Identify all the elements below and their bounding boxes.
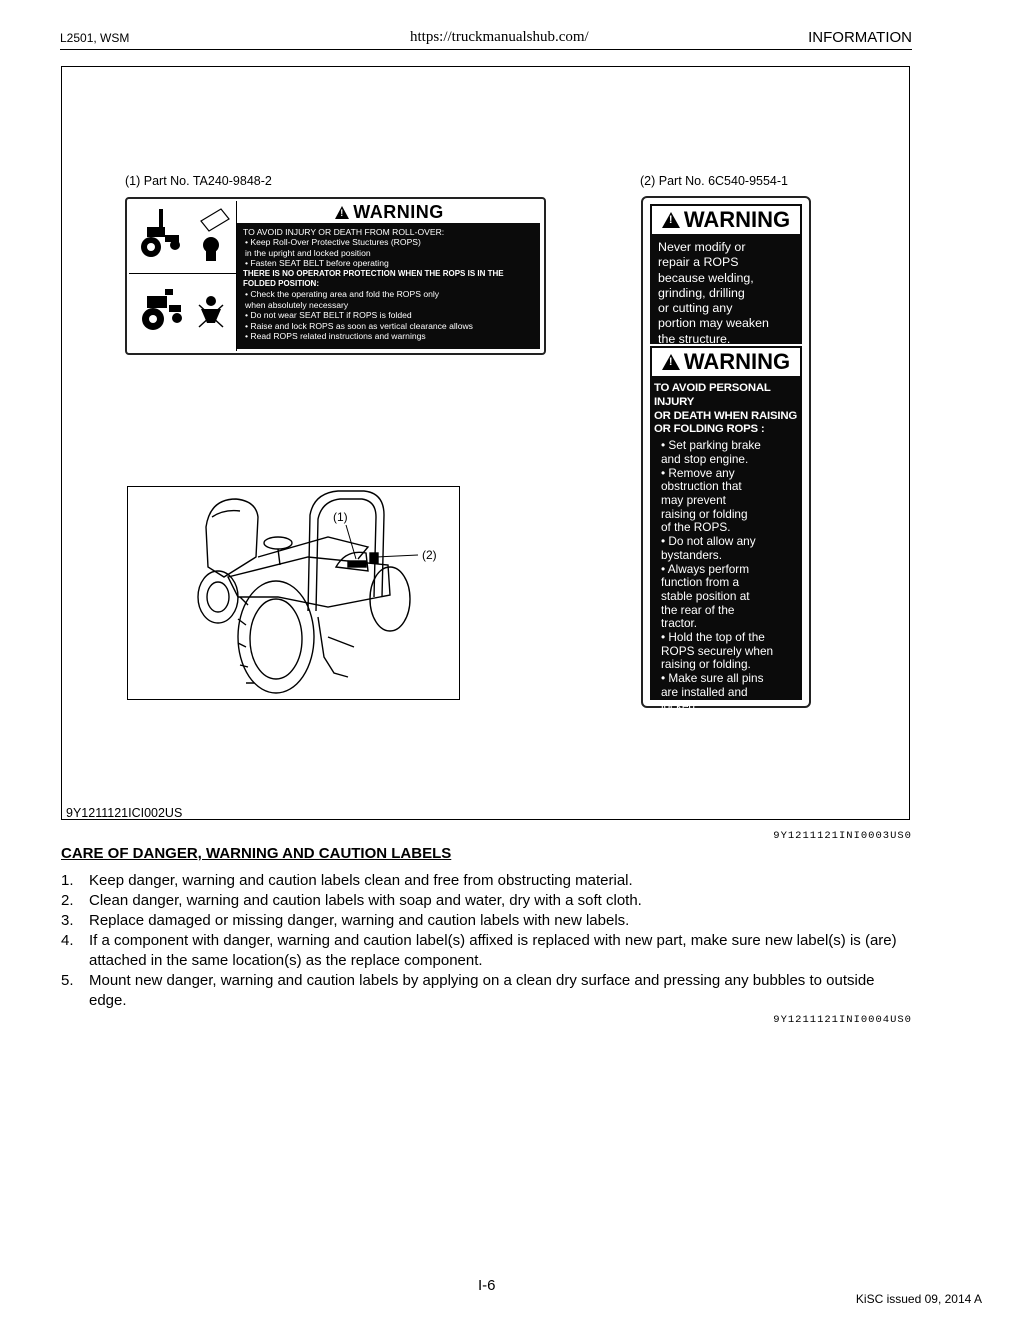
- label2-item: • Remove any: [661, 465, 735, 480]
- label1-warning-body: [237, 223, 540, 349]
- label2-item: are installed and: [661, 684, 748, 699]
- warning-triangle-icon: [662, 212, 680, 228]
- header-section: INFORMATION: [808, 29, 912, 46]
- label1-pictograms: [129, 201, 237, 351]
- label1-item: • Do not wear SEAT BELT if ROPS is folded: [245, 310, 412, 321]
- label1-item: • Check the operating area and fold the ROPS only: [245, 289, 440, 300]
- label2-item: • Hold the top of the: [661, 630, 765, 645]
- label2-panel1-line: because welding,: [658, 270, 754, 285]
- label1-subheading: THERE IS NO OPERATOR PROTECTION WHEN THE ROPS IS IN THE FOLDED POSITION:: [243, 268, 504, 289]
- label2-item: of the ROPS.: [661, 520, 731, 535]
- label2-panel-raising: [650, 346, 802, 713]
- issued-date: KiSC issued 09, 2014 A: [855, 1292, 982, 1306]
- page-number: I-6: [478, 1277, 496, 1294]
- list-item: [61, 871, 913, 891]
- label2-item: raising or folding: [661, 506, 748, 521]
- rollover-pictogram-icon: [129, 201, 236, 351]
- label2-item: • Always perform: [661, 561, 750, 576]
- label2-warning-header-1: [650, 204, 802, 236]
- label2-heading-line: TO AVOID PERSONAL INJURY: [654, 382, 771, 408]
- list-item: [61, 911, 913, 931]
- warning-label-1: [125, 197, 546, 355]
- step-text: Replace damaged or missing danger, warning and caution labels with new labels.: [89, 912, 630, 929]
- list-item: [61, 931, 913, 971]
- pictogram-divider: [129, 273, 236, 274]
- label2-item: and stop engine.: [661, 451, 749, 466]
- label2-panel2-heading: [650, 378, 802, 437]
- label2-item: raising or folding.: [661, 657, 751, 672]
- label2-item: the rear of the: [661, 602, 735, 617]
- header-url[interactable]: https://truckmanualshub.com/: [410, 29, 589, 45]
- label2-panel1-line: grinding, drilling: [658, 285, 745, 300]
- label2-panel2-list: [650, 437, 802, 713]
- label2-item: stable position at: [661, 588, 750, 603]
- step-number: 2.: [61, 892, 74, 909]
- warning-label-2: [641, 196, 811, 713]
- step-text: Clean danger, warning and caution labels with soap and water, dry with a soft cloth.: [89, 892, 642, 909]
- label2-panel1-line: the structure.: [658, 331, 731, 346]
- label2-caption: (2) Part No. 6C540-9554-1: [640, 174, 788, 188]
- label2-heading-line: OR DEATH WHEN RAISING: [654, 409, 798, 422]
- label2-item: • Set parking brake: [661, 438, 761, 453]
- callout-2: (2): [422, 548, 437, 562]
- label2-item: obstruction that: [661, 479, 742, 494]
- label1-item: when absolutely necessary: [245, 299, 349, 310]
- label1-caption: (1) Part No. TA240-9848-2: [125, 174, 272, 188]
- label1-warning-header: [237, 201, 542, 223]
- label2-panel-modify: [650, 204, 802, 344]
- label2-item: bystanders.: [661, 547, 722, 562]
- label2-item: locked.: [661, 698, 699, 713]
- list-item: [61, 891, 913, 911]
- step-text: If a component with danger, warning and caution label(s) affixed is replaced with new part, make sure new label(s) is (are) attached in the same location(s) as the replace component.: [89, 932, 897, 969]
- header-rule: [60, 49, 912, 50]
- figure-id: 9Y1211121ICI002US: [66, 806, 183, 820]
- callout-1: (1): [333, 510, 348, 524]
- label1-item: • Fasten SEAT BELT before operating: [245, 258, 389, 269]
- label1-item: in the upright and locked position: [245, 247, 371, 258]
- label2-item: function from a: [661, 575, 740, 590]
- warning-triangle-icon: [335, 206, 349, 219]
- section-title: CARE OF DANGER, WARNING AND CAUTION LABELS: [61, 845, 452, 862]
- tractor-icon: [128, 487, 460, 700]
- step-text: Keep danger, warning and caution labels clean and free from obstructing material.: [89, 872, 633, 889]
- step-number: 4.: [61, 932, 74, 949]
- doc-code-bottom: 9Y1211121INI0004US0: [773, 1014, 912, 1026]
- label1-warning-word: WARNING: [353, 201, 444, 222]
- label2-item: • Do not allow any: [661, 534, 756, 549]
- step-text: Mount new danger, warning and caution labels by applying on a clean dry surface and pressing any bubbles to outside edge.: [89, 972, 875, 1009]
- label1-item: • Read ROPS related instructions and warnings: [245, 331, 426, 342]
- label2-warning-word: WARNING: [683, 349, 791, 374]
- label2-item: ROPS securely when: [661, 643, 774, 658]
- label1-heading: TO AVOID INJURY OR DEATH FROM ROLL-OVER:: [243, 227, 445, 237]
- label2-item: may prevent: [661, 493, 726, 507]
- steps-list: [61, 871, 913, 1011]
- list-item: [61, 971, 913, 1011]
- label2-panel1-line: portion may weaken: [658, 316, 769, 331]
- label2-warning-header-2: [650, 346, 802, 378]
- label2-warning-word: WARNING: [683, 207, 791, 232]
- label2-heading-line: OR FOLDING ROPS :: [654, 423, 765, 436]
- step-number: 1.: [61, 872, 74, 889]
- label1-item: • Keep Roll-Over Protective Stuctures (ROPS): [245, 237, 421, 248]
- tractor-illustration: [127, 486, 460, 700]
- warning-triangle-icon: [662, 354, 680, 370]
- label2-panel1-line: repair a ROPS: [658, 255, 739, 270]
- label2-item: tractor.: [661, 616, 698, 631]
- label2-panel1-line: Never modify or: [658, 240, 746, 254]
- label2-panel1-text: [650, 236, 802, 351]
- header-model: L2501, WSM: [60, 31, 130, 45]
- label1-item: • Raise and lock ROPS as soon as vertical clearance allows: [245, 320, 473, 331]
- doc-code-top: 9Y1211121INI0003US0: [773, 830, 912, 842]
- label2-item: • Make sure all pins: [661, 671, 764, 686]
- step-number: 3.: [61, 912, 74, 929]
- step-number: 5.: [61, 972, 74, 989]
- label2-panel1-line: or cutting any: [658, 301, 733, 316]
